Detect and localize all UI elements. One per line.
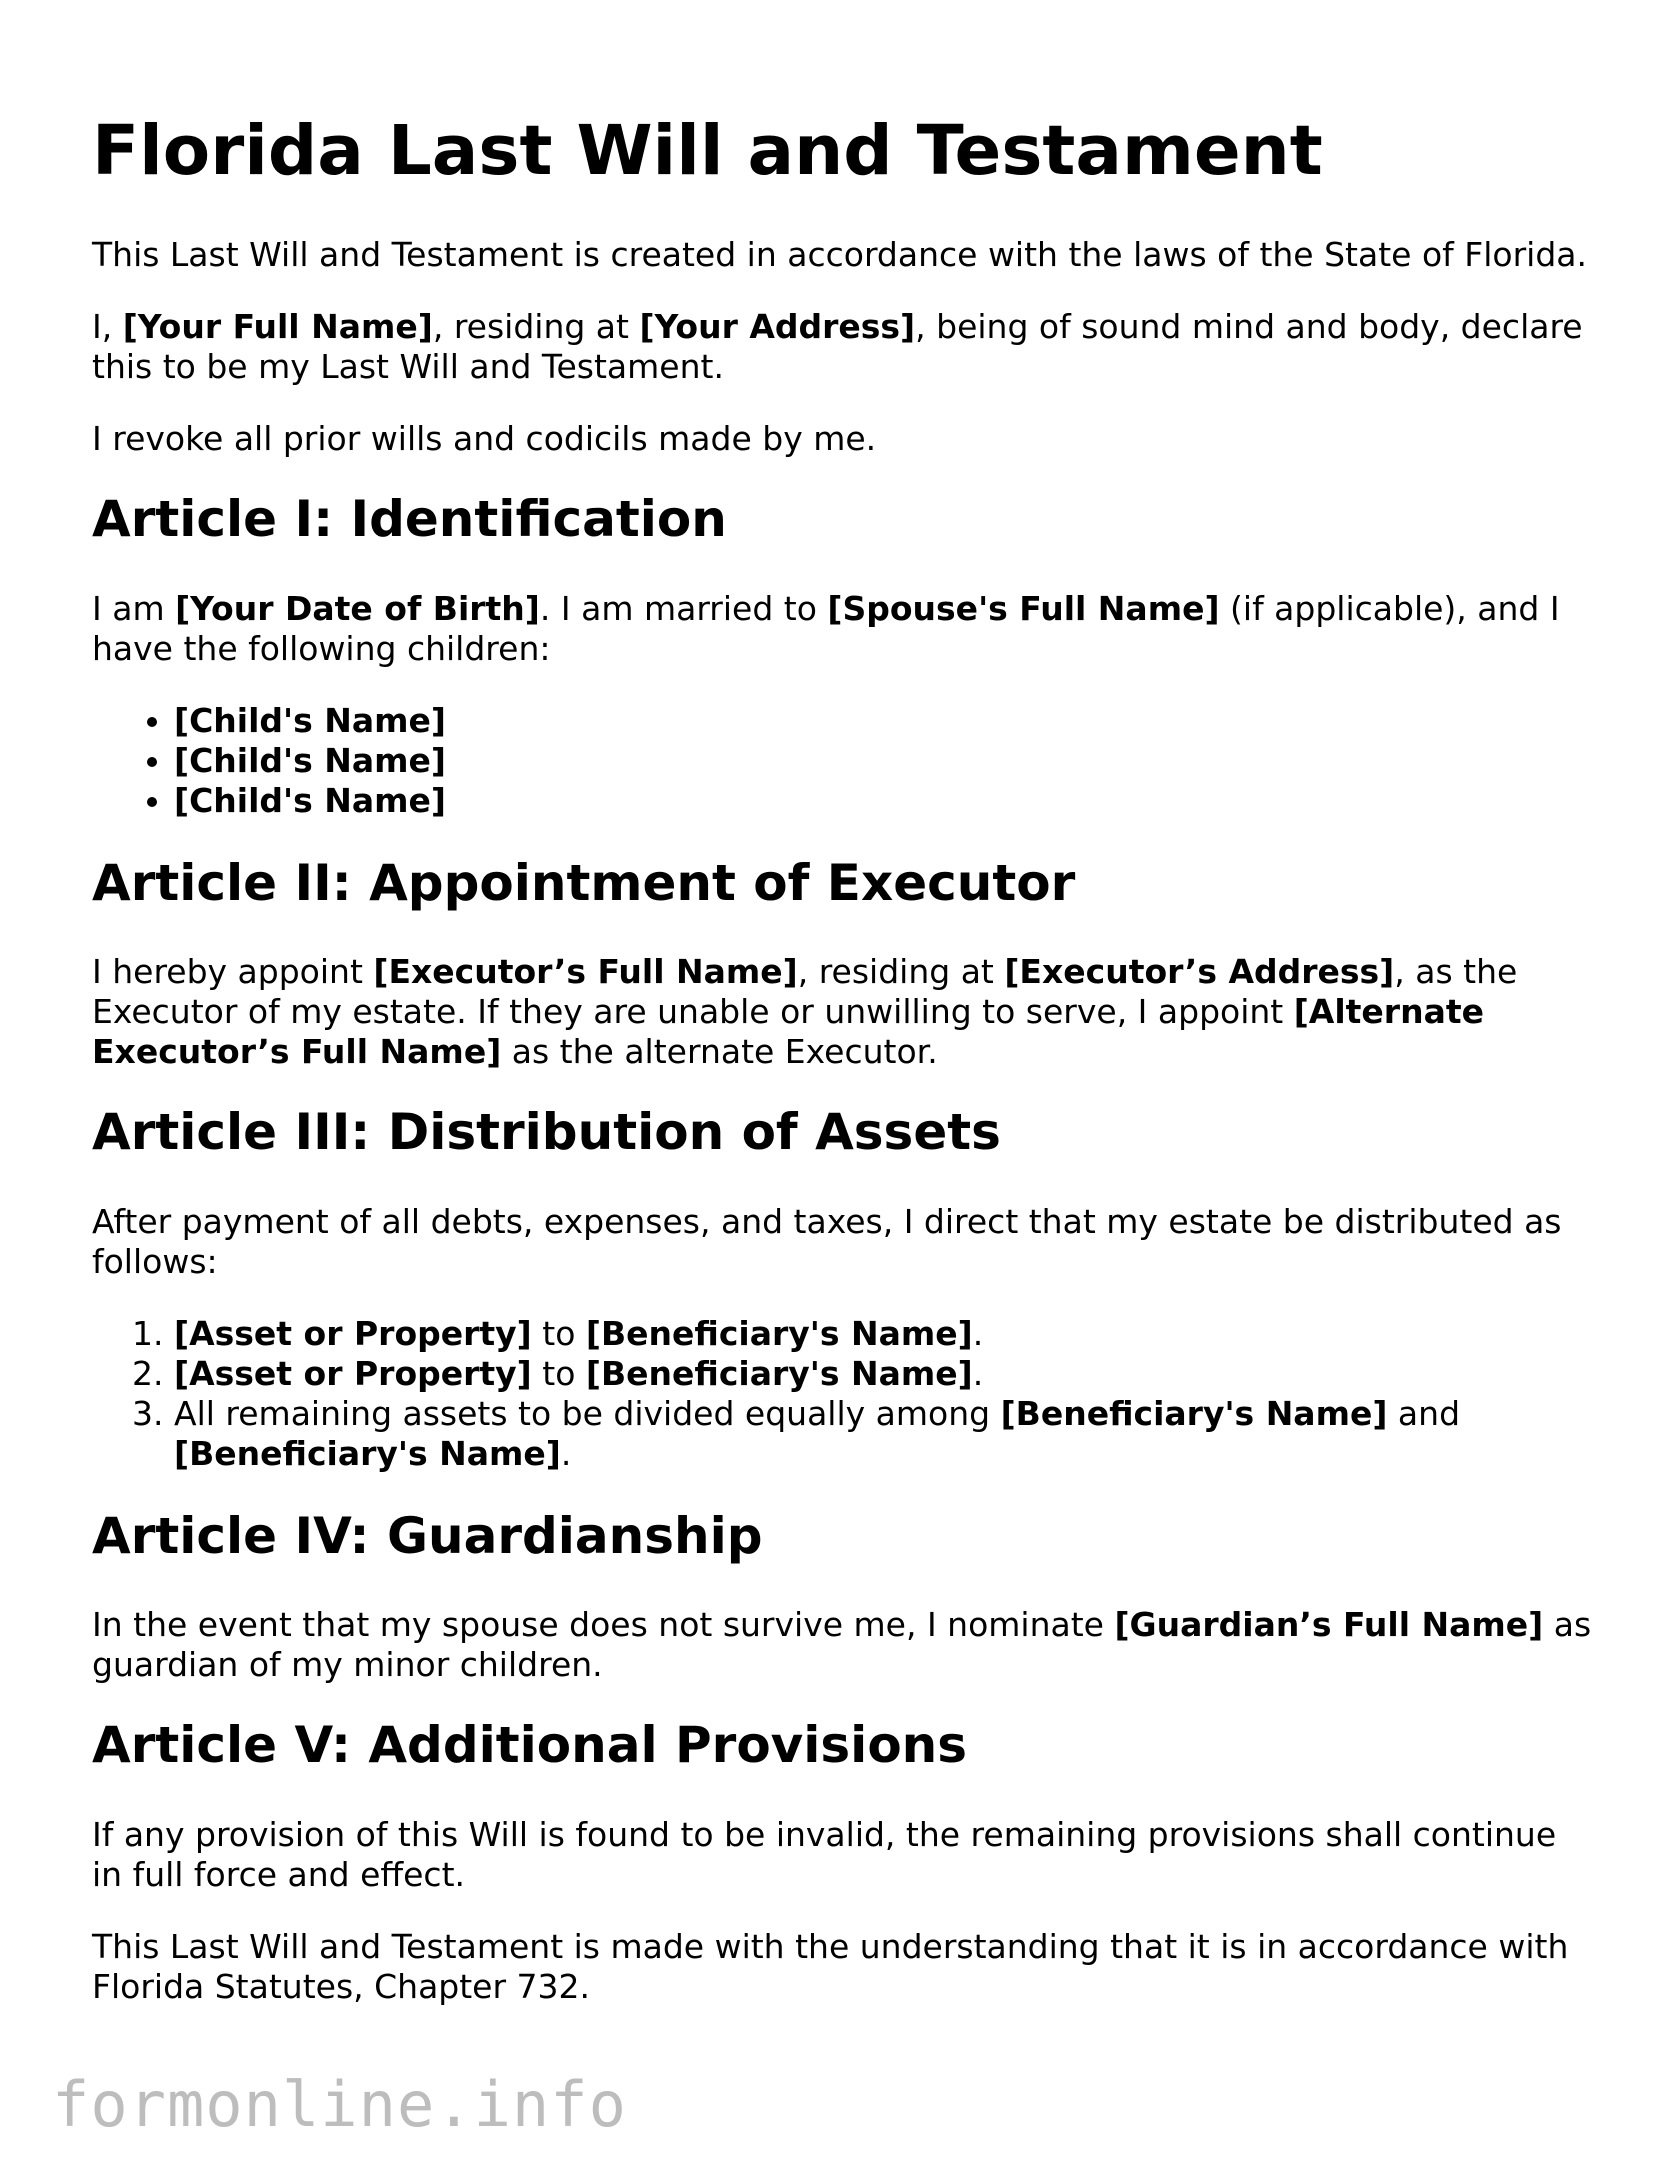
list-item: 3. All remaining assets to be divided equally among [Beneficiary's Name] and [Beneficiary's Name]. xyxy=(174,1394,1592,1474)
article-1-paragraph: I am [Your Date of Birth]. I am married to [Spouse's Full Name] (if applicable), and I have the following children: xyxy=(92,588,1560,668)
alternate-executor-placeholder: [Alternate Executor’s Full Name] xyxy=(92,992,1485,1072)
watermark: formonline.info xyxy=(52,2068,627,2141)
revoke-paragraph: I revoke all prior wills and codicils made by me. xyxy=(92,419,877,459)
document-title: Florida Last Will and Testament xyxy=(92,111,1323,191)
intro-paragraph: This Last Will and Testament is created in accordance with the laws of the State of Florida. xyxy=(92,235,1587,275)
article-3-paragraph: After payment of all debts, expenses, and taxes, I direct that my estate be distributed as follows: xyxy=(92,1201,1562,1281)
spouse-placeholder: [Spouse's Full Name] xyxy=(827,588,1220,628)
dob-placeholder: [Your Date of Birth] xyxy=(175,588,540,628)
article-1-heading: Article I: Identification xyxy=(92,490,727,549)
guardian-placeholder: [Guardian’s Full Name] xyxy=(1114,1605,1544,1645)
article-5-paragraph-1: If any provision of this Will is found to be invalid, the remaining provisions shall continue in full force and effect. xyxy=(92,1814,1557,1894)
list-item: • [Child's Name] xyxy=(174,781,1592,821)
distribution-list xyxy=(92,1314,1592,1474)
article-5-heading: Article V: Additional Provisions xyxy=(92,1716,968,1775)
article-4-heading: Article IV: Guardianship xyxy=(92,1506,763,1565)
article-3-heading: Article III: Distribution of Assets xyxy=(92,1103,1001,1162)
list-item: • [Child's Name] xyxy=(174,701,1592,741)
list-item: 1. [Asset or Property] to [Beneficiary's Name]. xyxy=(174,1314,1592,1354)
article-5-paragraph-2: This Last Will and Testament is made with the understanding that it is in accordance with Florida Statutes, Chapter 732. xyxy=(92,1926,1569,2006)
will-document xyxy=(92,112,1592,2039)
executor-placeholder: [Executor’s Full Name] xyxy=(373,952,798,992)
declaration-paragraph: I, [Your Full Name], residing at [Your Address], being of sound mind and body, declare this to be my Last Will and Testament. xyxy=(92,307,1583,387)
article-2-heading: Article II: Appointment of Executor xyxy=(92,853,1076,912)
article-4-paragraph: In the event that my spouse does not survive me, I nominate [Guardian’s Full Name] as guardian of my minor children. xyxy=(92,1605,1592,1685)
list-item: • [Child's Name] xyxy=(174,741,1592,781)
article-2-paragraph: I hereby appoint [Executor’s Full Name], residing at [Executor’s Address], as the Executor of my estate. If they are unable or unwilling to serve, I appoint [Alternate Executor’s Full Name] as the alternate Executor. xyxy=(92,952,1518,1072)
executor-address-placeholder: [Executor’s Address] xyxy=(1004,952,1395,992)
list-item: 2. [Asset or Property] to [Beneficiary's Name]. xyxy=(174,1354,1592,1394)
full-name-placeholder: [Your Full Name] xyxy=(122,307,433,347)
address-placeholder: [Your Address] xyxy=(639,307,916,347)
children-list xyxy=(92,701,1592,821)
